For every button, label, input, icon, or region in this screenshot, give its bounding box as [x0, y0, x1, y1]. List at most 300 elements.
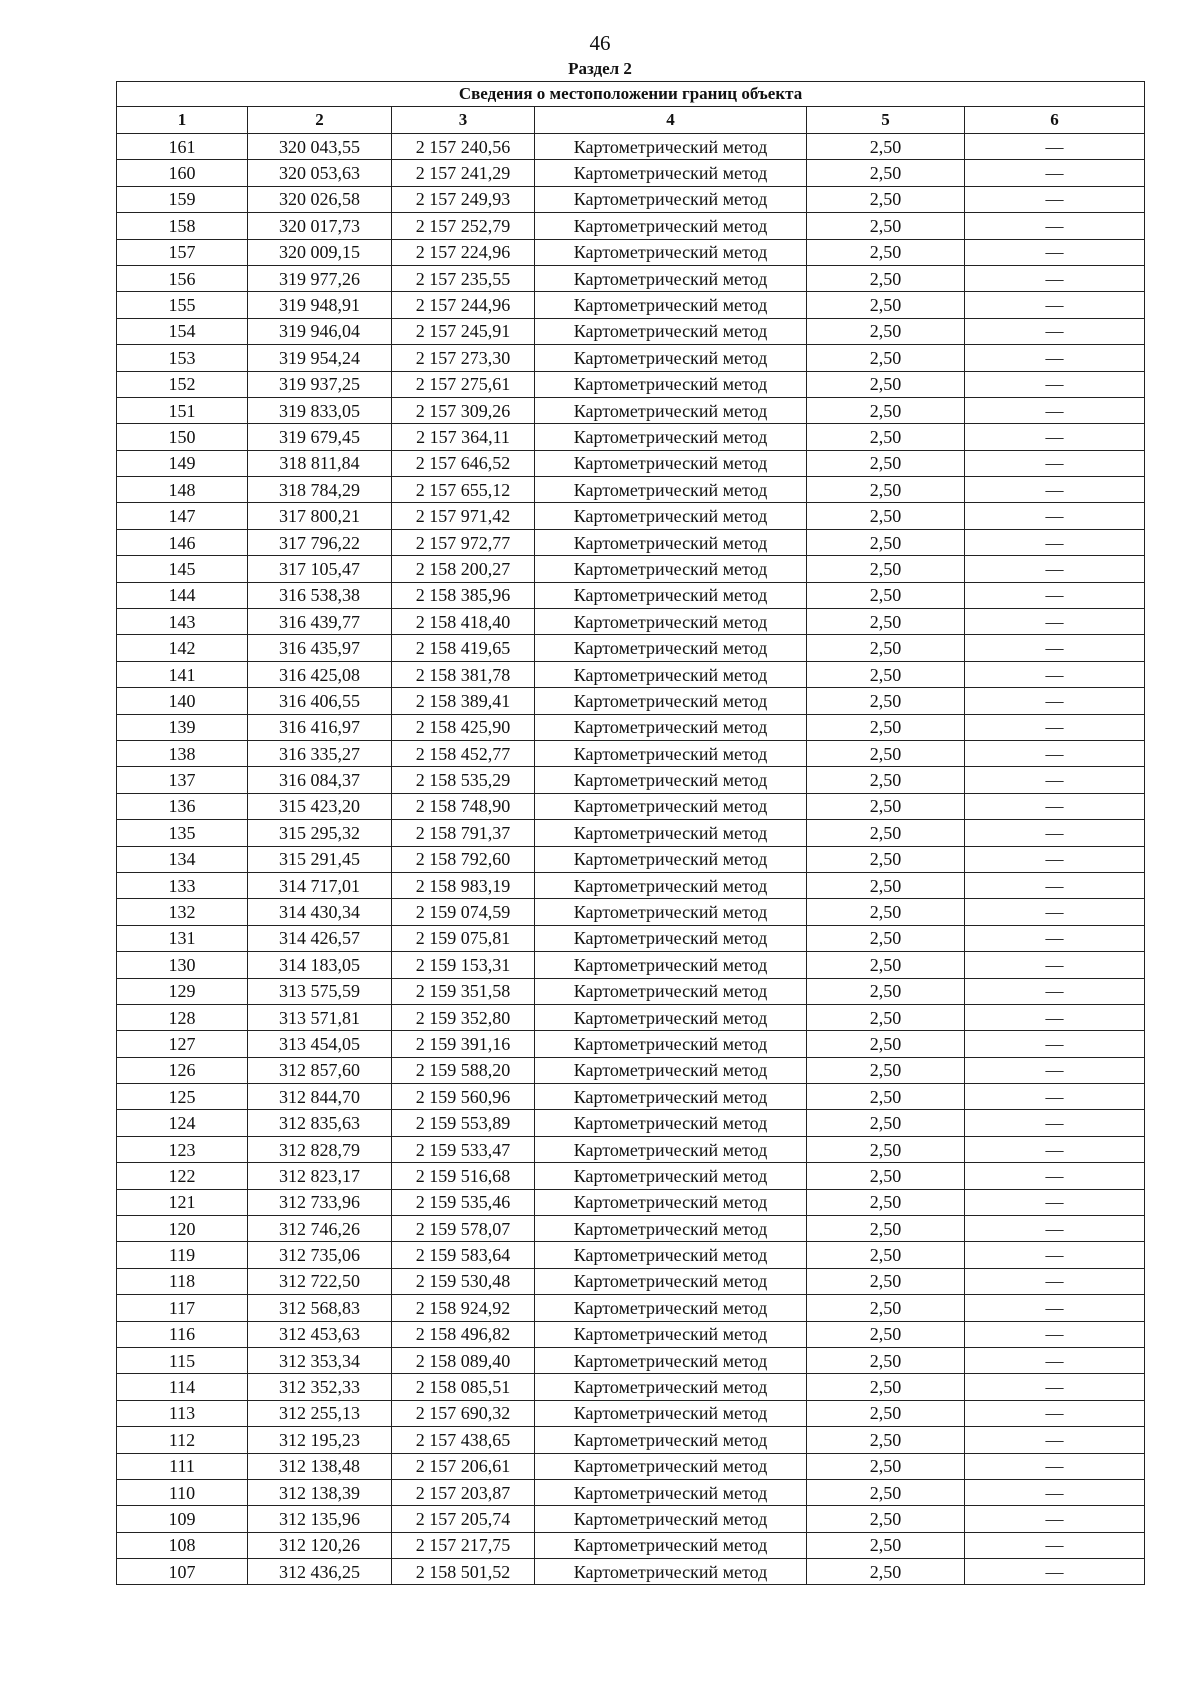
method-cell: Картометрический метод — [535, 793, 807, 819]
y-coordinate-cell: 2 158 419,65 — [392, 635, 535, 661]
x-coordinate-cell: 319 977,26 — [248, 265, 392, 291]
y-coordinate-cell: 2 158 089,40 — [392, 1347, 535, 1373]
accuracy-cell: 2,50 — [807, 1268, 965, 1294]
accuracy-cell: 2,50 — [807, 397, 965, 423]
table-row — [117, 529, 1145, 555]
description-cell: — — [965, 688, 1145, 714]
x-coordinate-cell: 314 430,34 — [248, 899, 392, 925]
table-row — [117, 1479, 1145, 1505]
accuracy-cell: 2,50 — [807, 1347, 965, 1373]
description-cell: — — [965, 872, 1145, 898]
table-row — [117, 1189, 1145, 1215]
description-cell: — — [965, 1295, 1145, 1321]
description-cell: — — [965, 767, 1145, 793]
description-cell: — — [965, 1189, 1145, 1215]
y-coordinate-cell: 2 157 364,11 — [392, 424, 535, 450]
x-coordinate-cell: 315 295,32 — [248, 820, 392, 846]
y-coordinate-cell: 2 158 496,82 — [392, 1321, 535, 1347]
table-row — [117, 1559, 1145, 1585]
table-row — [117, 1163, 1145, 1189]
method-cell: Картометрический метод — [535, 952, 807, 978]
y-coordinate-cell: 2 157 971,42 — [392, 503, 535, 529]
description-cell: — — [965, 952, 1145, 978]
table-row — [117, 714, 1145, 740]
description-cell: — — [965, 186, 1145, 212]
description-cell: — — [965, 1347, 1145, 1373]
table-row — [117, 1268, 1145, 1294]
x-coordinate-cell: 320 043,55 — [248, 134, 392, 160]
point-number-cell: 116 — [117, 1321, 248, 1347]
method-cell: Картометрический метод — [535, 1427, 807, 1453]
point-number-cell: 107 — [117, 1559, 248, 1585]
table-row — [117, 872, 1145, 898]
table-row — [117, 1506, 1145, 1532]
accuracy-cell: 2,50 — [807, 318, 965, 344]
accuracy-cell: 2,50 — [807, 1559, 965, 1585]
table-row — [117, 767, 1145, 793]
method-cell: Картометрический метод — [535, 397, 807, 423]
accuracy-cell: 2,50 — [807, 952, 965, 978]
x-coordinate-cell: 312 353,34 — [248, 1347, 392, 1373]
accuracy-cell: 2,50 — [807, 899, 965, 925]
description-cell: — — [965, 1031, 1145, 1057]
accuracy-cell: 2,50 — [807, 450, 965, 476]
point-number-cell: 127 — [117, 1031, 248, 1057]
y-coordinate-cell: 2 159 391,16 — [392, 1031, 535, 1057]
y-coordinate-cell: 2 158 389,41 — [392, 688, 535, 714]
method-cell: Картометрический метод — [535, 1057, 807, 1083]
description-cell: — — [965, 160, 1145, 186]
boundary-coordinates-table — [116, 81, 1145, 1585]
accuracy-cell: 2,50 — [807, 1057, 965, 1083]
method-cell: Картометрический метод — [535, 424, 807, 450]
column-number-5: 5 — [807, 107, 965, 134]
table-row — [117, 1347, 1145, 1373]
table-row — [117, 556, 1145, 582]
method-cell: Картометрический метод — [535, 1189, 807, 1215]
table-row — [117, 925, 1145, 951]
point-number-cell: 126 — [117, 1057, 248, 1083]
point-number-cell: 130 — [117, 952, 248, 978]
method-cell: Картометрический метод — [535, 1559, 807, 1585]
y-coordinate-cell: 2 159 578,07 — [392, 1216, 535, 1242]
point-number-cell: 111 — [117, 1453, 248, 1479]
description-cell: — — [965, 846, 1145, 872]
point-number-cell: 138 — [117, 740, 248, 766]
method-cell: Картометрический метод — [535, 978, 807, 1004]
point-number-cell: 112 — [117, 1427, 248, 1453]
table-body — [117, 134, 1145, 1585]
x-coordinate-cell: 317 796,22 — [248, 529, 392, 555]
y-coordinate-cell: 2 157 241,29 — [392, 160, 535, 186]
y-coordinate-cell: 2 158 535,29 — [392, 767, 535, 793]
method-cell: Картометрический метод — [535, 529, 807, 555]
x-coordinate-cell: 320 017,73 — [248, 213, 392, 239]
point-number-cell: 118 — [117, 1268, 248, 1294]
description-cell: — — [965, 1216, 1145, 1242]
point-number-cell: 153 — [117, 345, 248, 371]
point-number-cell: 120 — [117, 1216, 248, 1242]
description-cell: — — [965, 635, 1145, 661]
y-coordinate-cell: 2 157 240,56 — [392, 134, 535, 160]
x-coordinate-cell: 312 835,63 — [248, 1110, 392, 1136]
point-number-cell: 151 — [117, 397, 248, 423]
description-cell: — — [965, 1268, 1145, 1294]
x-coordinate-cell: 312 195,23 — [248, 1427, 392, 1453]
column-number-4: 4 — [535, 107, 807, 134]
description-cell: — — [965, 1163, 1145, 1189]
method-cell: Картометрический метод — [535, 740, 807, 766]
accuracy-cell: 2,50 — [807, 160, 965, 186]
accuracy-cell: 2,50 — [807, 1216, 965, 1242]
point-number-cell: 128 — [117, 1004, 248, 1030]
description-cell: — — [965, 1321, 1145, 1347]
table-row — [117, 1004, 1145, 1030]
y-coordinate-cell: 2 158 748,90 — [392, 793, 535, 819]
accuracy-cell: 2,50 — [807, 1532, 965, 1558]
table-row — [117, 1242, 1145, 1268]
accuracy-cell: 2,50 — [807, 582, 965, 608]
y-coordinate-cell: 2 157 275,61 — [392, 371, 535, 397]
table-caption: Сведения о местоположении границ объекта — [117, 82, 1145, 107]
x-coordinate-cell: 313 454,05 — [248, 1031, 392, 1057]
method-cell: Картометрический метод — [535, 265, 807, 291]
method-cell: Картометрический метод — [535, 477, 807, 503]
point-number-cell: 134 — [117, 846, 248, 872]
point-number-cell: 159 — [117, 186, 248, 212]
table-row — [117, 582, 1145, 608]
table-row — [117, 134, 1145, 160]
method-cell: Картометрический метод — [535, 1268, 807, 1294]
table-row — [117, 899, 1145, 925]
accuracy-cell: 2,50 — [807, 371, 965, 397]
x-coordinate-cell: 316 538,38 — [248, 582, 392, 608]
x-coordinate-cell: 319 833,05 — [248, 397, 392, 423]
description-cell: — — [965, 1559, 1145, 1585]
description-cell: — — [965, 503, 1145, 529]
column-number-1: 1 — [117, 107, 248, 134]
x-coordinate-cell: 316 406,55 — [248, 688, 392, 714]
table-row — [117, 846, 1145, 872]
y-coordinate-cell: 2 159 530,48 — [392, 1268, 535, 1294]
description-cell: — — [965, 318, 1145, 344]
point-number-cell: 114 — [117, 1374, 248, 1400]
method-cell: Картометрический метод — [535, 1110, 807, 1136]
table-row — [117, 503, 1145, 529]
accuracy-cell: 2,50 — [807, 292, 965, 318]
table-row — [117, 213, 1145, 239]
y-coordinate-cell: 2 158 924,92 — [392, 1295, 535, 1321]
table-row — [117, 397, 1145, 423]
description-cell: — — [965, 1374, 1145, 1400]
table-row — [117, 820, 1145, 846]
point-number-cell: 129 — [117, 978, 248, 1004]
column-number-2: 2 — [248, 107, 392, 134]
x-coordinate-cell: 316 425,08 — [248, 661, 392, 687]
page-number: 46 — [589, 31, 611, 55]
method-cell: Картометрический метод — [535, 345, 807, 371]
method-cell: Картометрический метод — [535, 1374, 807, 1400]
y-coordinate-cell: 2 157 224,96 — [392, 239, 535, 265]
description-cell: — — [965, 424, 1145, 450]
y-coordinate-cell: 2 157 217,75 — [392, 1532, 535, 1558]
method-cell: Картометрический метод — [535, 609, 807, 635]
method-cell: Картометрический метод — [535, 872, 807, 898]
x-coordinate-cell: 317 800,21 — [248, 503, 392, 529]
y-coordinate-cell: 2 157 206,61 — [392, 1453, 535, 1479]
x-coordinate-cell: 313 571,81 — [248, 1004, 392, 1030]
description-cell: — — [965, 292, 1145, 318]
point-number-cell: 141 — [117, 661, 248, 687]
point-number-cell: 143 — [117, 609, 248, 635]
method-cell: Картометрический метод — [535, 1506, 807, 1532]
x-coordinate-cell: 318 811,84 — [248, 450, 392, 476]
point-number-cell: 125 — [117, 1084, 248, 1110]
method-cell: Картометрический метод — [535, 1242, 807, 1268]
y-coordinate-cell: 2 158 791,37 — [392, 820, 535, 846]
x-coordinate-cell: 320 026,58 — [248, 186, 392, 212]
point-number-cell: 142 — [117, 635, 248, 661]
description-cell: — — [965, 477, 1145, 503]
x-coordinate-cell: 313 575,59 — [248, 978, 392, 1004]
method-cell: Картометрический метод — [535, 1479, 807, 1505]
point-number-cell: 160 — [117, 160, 248, 186]
table-row — [117, 186, 1145, 212]
x-coordinate-cell: 312 722,50 — [248, 1268, 392, 1294]
point-number-cell: 113 — [117, 1400, 248, 1426]
section-title: Раздел 2 — [568, 59, 632, 78]
accuracy-cell: 2,50 — [807, 424, 965, 450]
method-cell: Картометрический метод — [535, 318, 807, 344]
point-number-cell: 154 — [117, 318, 248, 344]
method-cell: Картометрический метод — [535, 1031, 807, 1057]
x-coordinate-cell: 312 135,96 — [248, 1506, 392, 1532]
description-cell: — — [965, 239, 1145, 265]
table-row — [117, 424, 1145, 450]
description-cell: — — [965, 265, 1145, 291]
description-cell: — — [965, 793, 1145, 819]
accuracy-cell: 2,50 — [807, 1084, 965, 1110]
description-cell: — — [965, 1136, 1145, 1162]
point-number-cell: 108 — [117, 1532, 248, 1558]
accuracy-cell: 2,50 — [807, 661, 965, 687]
y-coordinate-cell: 2 158 501,52 — [392, 1559, 535, 1585]
accuracy-cell: 2,50 — [807, 186, 965, 212]
accuracy-cell: 2,50 — [807, 213, 965, 239]
accuracy-cell: 2,50 — [807, 1189, 965, 1215]
x-coordinate-cell: 312 138,48 — [248, 1453, 392, 1479]
point-number-cell: 137 — [117, 767, 248, 793]
x-coordinate-cell: 316 335,27 — [248, 740, 392, 766]
method-cell: Картометрический метод — [535, 556, 807, 582]
method-cell: Картометрический метод — [535, 1004, 807, 1030]
description-cell: — — [965, 1506, 1145, 1532]
table-row — [117, 318, 1145, 344]
x-coordinate-cell: 316 084,37 — [248, 767, 392, 793]
description-cell: — — [965, 978, 1145, 1004]
accuracy-cell: 2,50 — [807, 820, 965, 846]
accuracy-cell: 2,50 — [807, 1242, 965, 1268]
accuracy-cell: 2,50 — [807, 556, 965, 582]
x-coordinate-cell: 312 733,96 — [248, 1189, 392, 1215]
point-number-cell: 139 — [117, 714, 248, 740]
accuracy-cell: 2,50 — [807, 1400, 965, 1426]
y-coordinate-cell: 2 157 972,77 — [392, 529, 535, 555]
accuracy-cell: 2,50 — [807, 925, 965, 951]
method-cell: Картометрический метод — [535, 1532, 807, 1558]
table-row — [117, 450, 1145, 476]
x-coordinate-cell: 312 857,60 — [248, 1057, 392, 1083]
method-cell: Картометрический метод — [535, 239, 807, 265]
x-coordinate-cell: 312 352,33 — [248, 1374, 392, 1400]
method-cell: Картометрический метод — [535, 1084, 807, 1110]
table-row — [117, 609, 1145, 635]
point-number-cell: 119 — [117, 1242, 248, 1268]
accuracy-cell: 2,50 — [807, 1136, 965, 1162]
table-row — [117, 1321, 1145, 1347]
accuracy-cell: 2,50 — [807, 1374, 965, 1400]
description-cell: — — [965, 1110, 1145, 1136]
table-row — [117, 1427, 1145, 1453]
accuracy-cell: 2,50 — [807, 846, 965, 872]
method-cell: Картометрический метод — [535, 1453, 807, 1479]
method-cell: Картометрический метод — [535, 503, 807, 529]
table-row — [117, 160, 1145, 186]
description-cell: — — [965, 661, 1145, 687]
table-row — [117, 1295, 1145, 1321]
accuracy-cell: 2,50 — [807, 1031, 965, 1057]
accuracy-cell: 2,50 — [807, 477, 965, 503]
y-coordinate-cell: 2 157 203,87 — [392, 1479, 535, 1505]
table-row — [117, 265, 1145, 291]
point-number-cell: 144 — [117, 582, 248, 608]
y-coordinate-cell: 2 157 244,96 — [392, 292, 535, 318]
method-cell: Картометрический метод — [535, 635, 807, 661]
column-number-row — [117, 107, 1145, 134]
x-coordinate-cell: 312 138,39 — [248, 1479, 392, 1505]
y-coordinate-cell: 2 157 249,93 — [392, 186, 535, 212]
x-coordinate-cell: 312 453,63 — [248, 1321, 392, 1347]
description-cell: — — [965, 1453, 1145, 1479]
x-coordinate-cell: 314 183,05 — [248, 952, 392, 978]
column-number-3: 3 — [392, 107, 535, 134]
description-cell: — — [965, 213, 1145, 239]
table-row — [117, 345, 1145, 371]
method-cell: Картометрический метод — [535, 1295, 807, 1321]
point-number-cell: 133 — [117, 872, 248, 898]
point-number-cell: 110 — [117, 1479, 248, 1505]
accuracy-cell: 2,50 — [807, 529, 965, 555]
point-number-cell: 123 — [117, 1136, 248, 1162]
x-coordinate-cell: 317 105,47 — [248, 556, 392, 582]
x-coordinate-cell: 316 416,97 — [248, 714, 392, 740]
point-number-cell: 117 — [117, 1295, 248, 1321]
description-cell: — — [965, 556, 1145, 582]
y-coordinate-cell: 2 158 385,96 — [392, 582, 535, 608]
y-coordinate-cell: 2 159 351,58 — [392, 978, 535, 1004]
method-cell: Картометрический метод — [535, 661, 807, 687]
point-number-cell: 140 — [117, 688, 248, 714]
method-cell: Картометрический метод — [535, 186, 807, 212]
x-coordinate-cell: 315 291,45 — [248, 846, 392, 872]
x-coordinate-cell: 319 679,45 — [248, 424, 392, 450]
description-cell: — — [965, 1057, 1145, 1083]
accuracy-cell: 2,50 — [807, 609, 965, 635]
point-number-cell: 155 — [117, 292, 248, 318]
table-row — [117, 1400, 1145, 1426]
y-coordinate-cell: 2 159 553,89 — [392, 1110, 535, 1136]
point-number-cell: 157 — [117, 239, 248, 265]
table-row — [117, 740, 1145, 766]
accuracy-cell: 2,50 — [807, 688, 965, 714]
point-number-cell: 146 — [117, 529, 248, 555]
accuracy-cell: 2,50 — [807, 1004, 965, 1030]
y-coordinate-cell: 2 159 074,59 — [392, 899, 535, 925]
y-coordinate-cell: 2 157 309,26 — [392, 397, 535, 423]
table-caption-row — [117, 82, 1145, 107]
y-coordinate-cell: 2 157 438,65 — [392, 1427, 535, 1453]
point-number-cell: 124 — [117, 1110, 248, 1136]
table-row — [117, 1110, 1145, 1136]
description-cell: — — [965, 925, 1145, 951]
description-cell: — — [965, 1242, 1145, 1268]
method-cell: Картометрический метод — [535, 160, 807, 186]
description-cell: — — [965, 714, 1145, 740]
method-cell: Картометрический метод — [535, 213, 807, 239]
table-row — [117, 477, 1145, 503]
table-row — [117, 952, 1145, 978]
table-row — [117, 661, 1145, 687]
x-coordinate-cell: 314 426,57 — [248, 925, 392, 951]
method-cell: Картометрический метод — [535, 371, 807, 397]
table-row — [117, 239, 1145, 265]
y-coordinate-cell: 2 157 646,52 — [392, 450, 535, 476]
description-cell: — — [965, 1004, 1145, 1030]
x-coordinate-cell: 319 946,04 — [248, 318, 392, 344]
method-cell: Картометрический метод — [535, 1321, 807, 1347]
x-coordinate-cell: 320 053,63 — [248, 160, 392, 186]
accuracy-cell: 2,50 — [807, 767, 965, 793]
x-coordinate-cell: 315 423,20 — [248, 793, 392, 819]
accuracy-cell: 2,50 — [807, 265, 965, 291]
y-coordinate-cell: 2 158 085,51 — [392, 1374, 535, 1400]
method-cell: Картометрический метод — [535, 292, 807, 318]
table-row — [117, 1532, 1145, 1558]
x-coordinate-cell: 318 784,29 — [248, 477, 392, 503]
y-coordinate-cell: 2 157 245,91 — [392, 318, 535, 344]
accuracy-cell: 2,50 — [807, 239, 965, 265]
description-cell: — — [965, 609, 1145, 635]
y-coordinate-cell: 2 159 516,68 — [392, 1163, 535, 1189]
table-row — [117, 1453, 1145, 1479]
y-coordinate-cell: 2 157 655,12 — [392, 477, 535, 503]
method-cell: Картометрический метод — [535, 1400, 807, 1426]
x-coordinate-cell: 320 009,15 — [248, 239, 392, 265]
table-row — [117, 292, 1145, 318]
y-coordinate-cell: 2 158 983,19 — [392, 872, 535, 898]
y-coordinate-cell: 2 157 205,74 — [392, 1506, 535, 1532]
point-number-cell: 131 — [117, 925, 248, 951]
method-cell: Картометрический метод — [535, 1163, 807, 1189]
table-row — [117, 978, 1145, 1004]
accuracy-cell: 2,50 — [807, 1321, 965, 1347]
description-cell: — — [965, 899, 1145, 925]
point-number-cell: 122 — [117, 1163, 248, 1189]
x-coordinate-cell: 312 568,83 — [248, 1295, 392, 1321]
method-cell: Картометрический метод — [535, 820, 807, 846]
table-row — [117, 1216, 1145, 1242]
y-coordinate-cell: 2 159 583,64 — [392, 1242, 535, 1268]
